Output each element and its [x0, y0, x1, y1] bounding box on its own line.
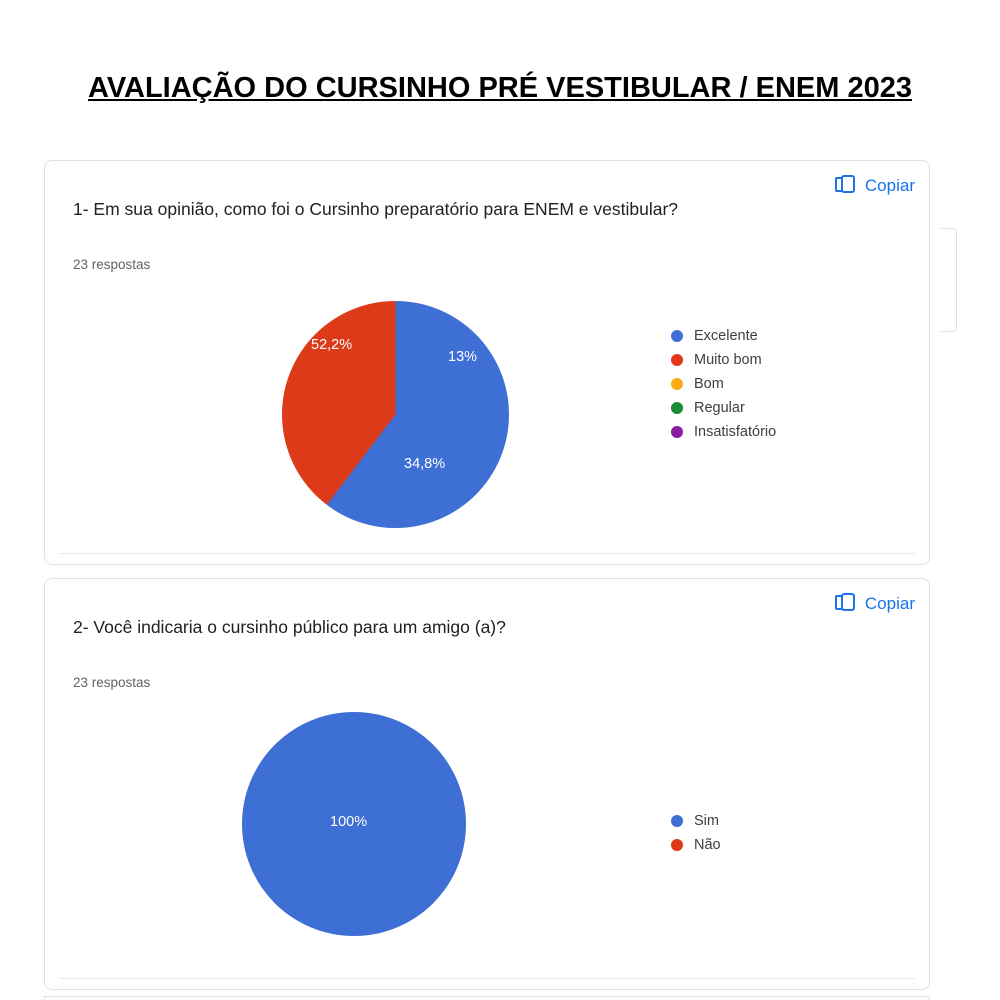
side-panel-stub — [941, 228, 957, 332]
legend-color-dot — [671, 426, 683, 438]
legend-item-label: Insatisfatório — [694, 424, 777, 440]
pie-slice-label-excelente: 34,8% — [404, 456, 446, 472]
legend-item — [671, 809, 721, 833]
legend-item — [671, 348, 776, 372]
legend-item-label: Bom — [694, 376, 724, 392]
copy-button-label: Copiar — [864, 175, 915, 195]
legend-item — [671, 420, 776, 444]
copy-icon — [835, 593, 856, 614]
pie-chart-2 — [45, 704, 931, 974]
question-text-1: 1- Em sua opinião, como foi o Cursinho preparatório para ENEM e vestibular? — [73, 199, 679, 219]
survey-question-card-2 — [44, 578, 930, 990]
legend-item-label: Muito bom — [694, 352, 762, 368]
legend-color-dot — [671, 330, 683, 342]
next-card-edge — [44, 996, 930, 1000]
copy-button-1[interactable] — [835, 175, 915, 196]
legend-color-dot — [671, 815, 683, 827]
pie-slice-label-muito-bom: 52,2% — [311, 337, 353, 353]
page-title: AVALIAÇÃO DO CURSINHO PRÉ VESTIBULAR / ENEM 2023 — [88, 72, 912, 104]
legend-color-dot — [671, 402, 683, 414]
copy-button-2[interactable] — [835, 593, 915, 614]
legend-item — [671, 372, 776, 396]
survey-question-card-1 — [44, 160, 930, 565]
legend-item-label: Regular — [694, 400, 745, 416]
response-count-2: 23 respostas — [73, 675, 151, 690]
response-count-1: 23 respostas — [73, 257, 151, 272]
question-text-2: 2- Você indicaria o cursinho público para um amigo (a)? — [73, 617, 506, 637]
copy-icon — [835, 175, 856, 196]
legend-item — [671, 324, 776, 348]
legend-item — [671, 833, 721, 857]
legend-item-label: Excelente — [694, 328, 758, 344]
pie-chart-1 — [45, 291, 931, 541]
legend-item-label: Não — [694, 837, 721, 853]
card-divider — [59, 553, 915, 554]
legend-item-label: Sim — [694, 813, 719, 829]
pie-slice-label-bom: 13% — [448, 349, 478, 365]
legend-1 — [671, 324, 776, 444]
legend-item — [671, 396, 776, 420]
legend-color-dot — [671, 354, 683, 366]
legend-color-dot — [671, 378, 683, 390]
pie-slice-label-sim: 100% — [330, 814, 368, 830]
card-divider — [59, 978, 915, 979]
legend-2 — [671, 809, 721, 857]
copy-button-label: Copiar — [864, 593, 915, 613]
legend-color-dot — [671, 839, 683, 851]
pie-graphic-1 — [282, 301, 509, 528]
